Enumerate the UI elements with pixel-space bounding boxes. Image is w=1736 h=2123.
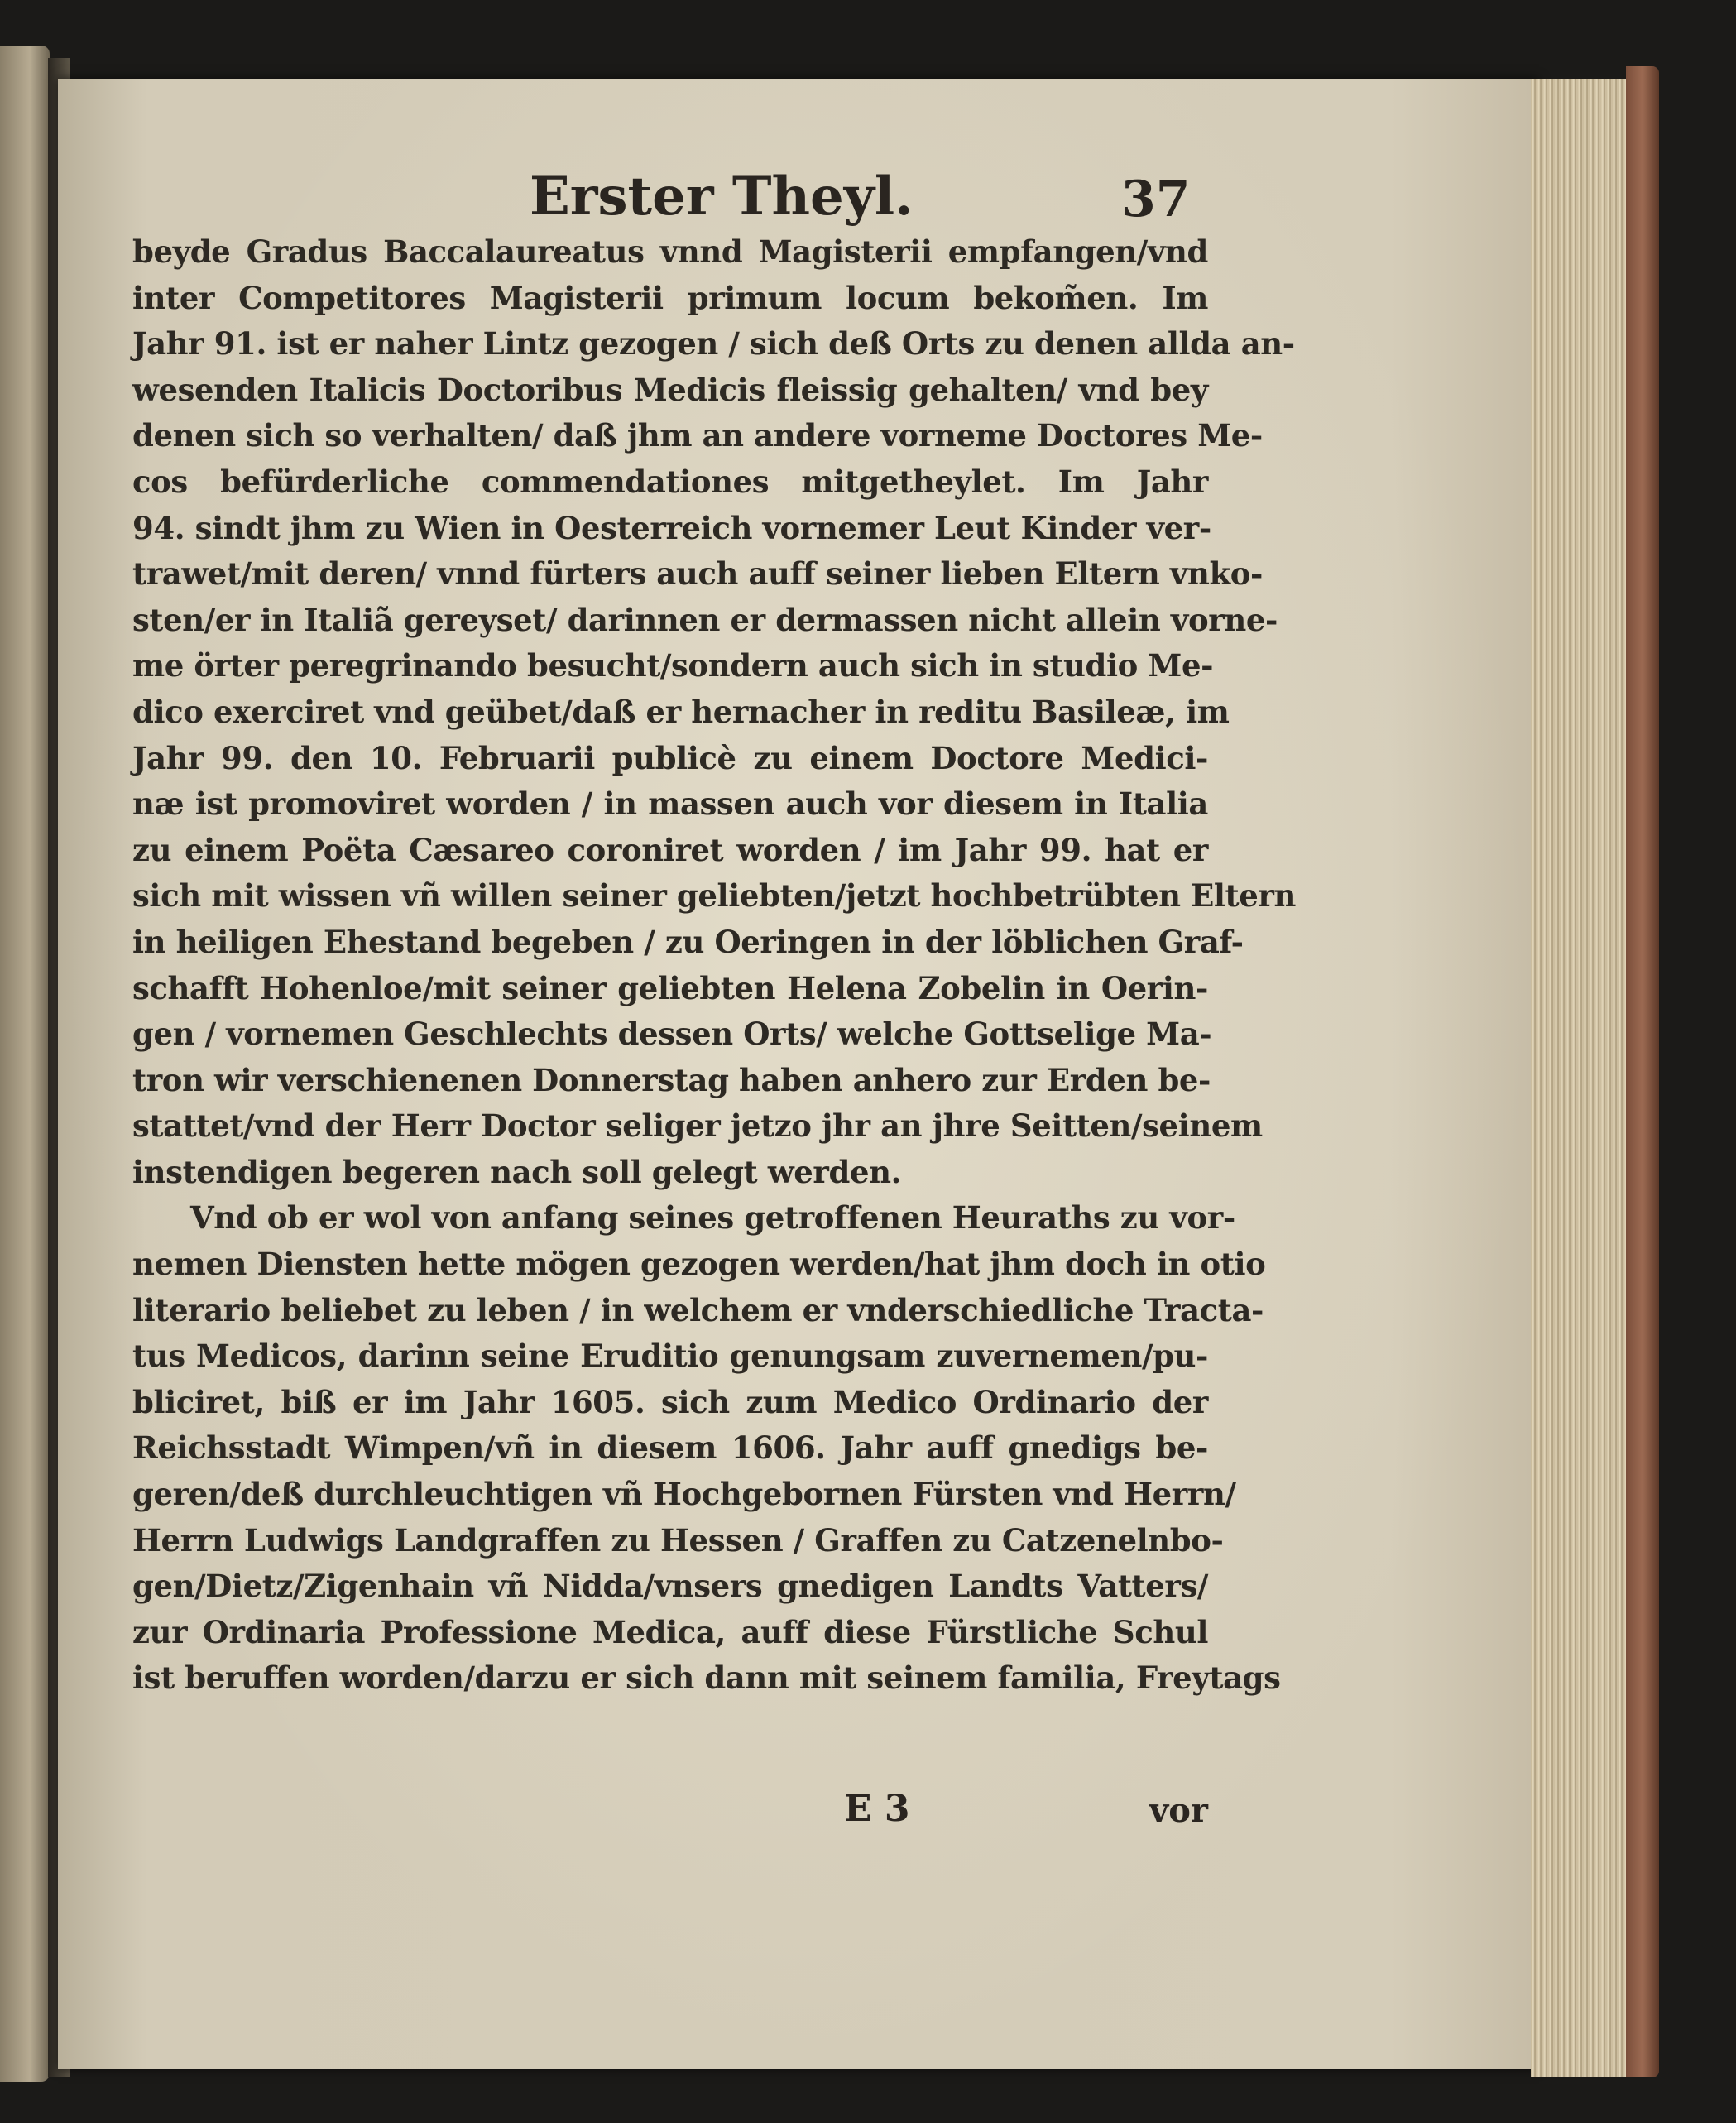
text-line: me örter peregrinando besucht/sondern auch sich in studio Me- (132, 647, 1214, 684)
page-edges (1531, 79, 1630, 2077)
signature-mark: E 3 (844, 1788, 910, 1830)
book-cover-edge (1626, 66, 1659, 2077)
previous-page-edge (0, 46, 50, 2082)
text-line: Herrn Ludwigs Landgraffen zu Hessen / Graffen zu Catzenelnbo- (132, 1521, 1224, 1559)
text-line: Jahr 91. ist er naher Lintz gezogen / sich deß Orts zu denen allda an- (132, 325, 1295, 363)
text-line: schafft Hohenloe/mit seiner geliebten Helena Zobelin in Oerin- (132, 969, 1208, 1006)
text-line: Reichsstadt Wimpen/vñ in diesem 1606. Jahr auff gnedigs be- (132, 1429, 1208, 1467)
text-line: ist beruffen worden/darzu er sich dann mit seinem familia, Freytags (132, 1659, 1281, 1697)
text-line: instendigen begeren nach soll gelegt werden. (132, 1153, 902, 1190)
text-line: Jahr 99. den 10. Februarii publicè zu einem Doctore Medici- (132, 739, 1208, 776)
text-line: geren/deß durchleuchtigen vñ Hochgebornen Fürsten vnd Herrn/ (132, 1476, 1236, 1513)
text-line: inter Competitores Magisterii primum locum bekom̃en. Im (132, 279, 1208, 316)
text-line: literario beliebet zu leben / in welchem er vnderschiedliche Tracta- (132, 1291, 1264, 1328)
text-line: denen sich so verhalten/ daß jhm an andere vorneme Doctores Me- (132, 417, 1263, 454)
text-line: 94. sindt jhm zu Wien in Oesterreich vornemer Leut Kinder ver- (132, 509, 1211, 546)
text-line: gen/Dietz/Zigenhain vñ Nidda/vnsers gnedigen Landts Vatters/ (132, 1568, 1208, 1605)
text-line: trawet/mit deren/ vnnd fürters auch auff seiner lieben Eltern vnko- (132, 555, 1263, 593)
running-head: Erster Theyl. (530, 166, 914, 228)
text-line: bliciret, biß er im Jahr 1605. sich zum Medico Ordinario der (132, 1383, 1208, 1420)
text-line: tus Medicos, darinn seine Eruditio genungsam zuvernemen/pu- (132, 1338, 1208, 1375)
text-line: beyde Gradus Baccalaureatus vnnd Magisterii empfangen/vnd (132, 233, 1208, 270)
text-line: næ ist promoviret worden / in massen auch vor diesem in Italia (132, 785, 1208, 823)
text-line: stattet/vnd der Herr Doctor seliger jetzo jhr an jhre Seitten/seinem (132, 1107, 1263, 1145)
page-footer (132, 1788, 1208, 1837)
text-body (132, 229, 1296, 1702)
text-line: nemen Diensten hette mögen gezogen werden/hat jhm doch in otio (132, 1246, 1266, 1283)
text-line: zu einem Poëta Cæsareo coroniret worden / im Jahr 99. hat er (132, 831, 1208, 868)
text-line: in heiligen Ehestand begeben / zu Oeringen in der löblichen Graf- (132, 923, 1244, 960)
text-line: dico exerciret vnd geübet/daß er hernacher in reditu Basileæ, im (132, 693, 1230, 730)
paragraph-first-line: Vnd ob er wol von anfang seines getroffenen Heuraths zu vor- (190, 1199, 1235, 1237)
text-line: gen / vornemen Geschlechts dessen Orts/ welche Gottselige Ma- (132, 1016, 1212, 1053)
catchword: vor (1149, 1791, 1208, 1830)
text-line: wesenden Italicis Doctoribus Medicis fleissig gehalten/ vnd bey (132, 371, 1208, 408)
text-line: cos befürderliche commendationes mitgetheylet. Im Jahr (132, 463, 1208, 500)
text-line: zur Ordinaria Professione Medica, auff diese Fürstliche Schul (132, 1613, 1208, 1650)
text-line: sich mit wissen vñ willen seiner geliebten/jetzt hochbetrübten Eltern (132, 877, 1296, 915)
text-line: sten/er in Italiã gereyset/ darinnen er dermassen nicht allein vorne- (132, 601, 1278, 638)
text-line: tron wir verschienenen Donnerstag haben anhero zur Erden be- (132, 1061, 1211, 1098)
page-number: 37 (1121, 171, 1191, 228)
